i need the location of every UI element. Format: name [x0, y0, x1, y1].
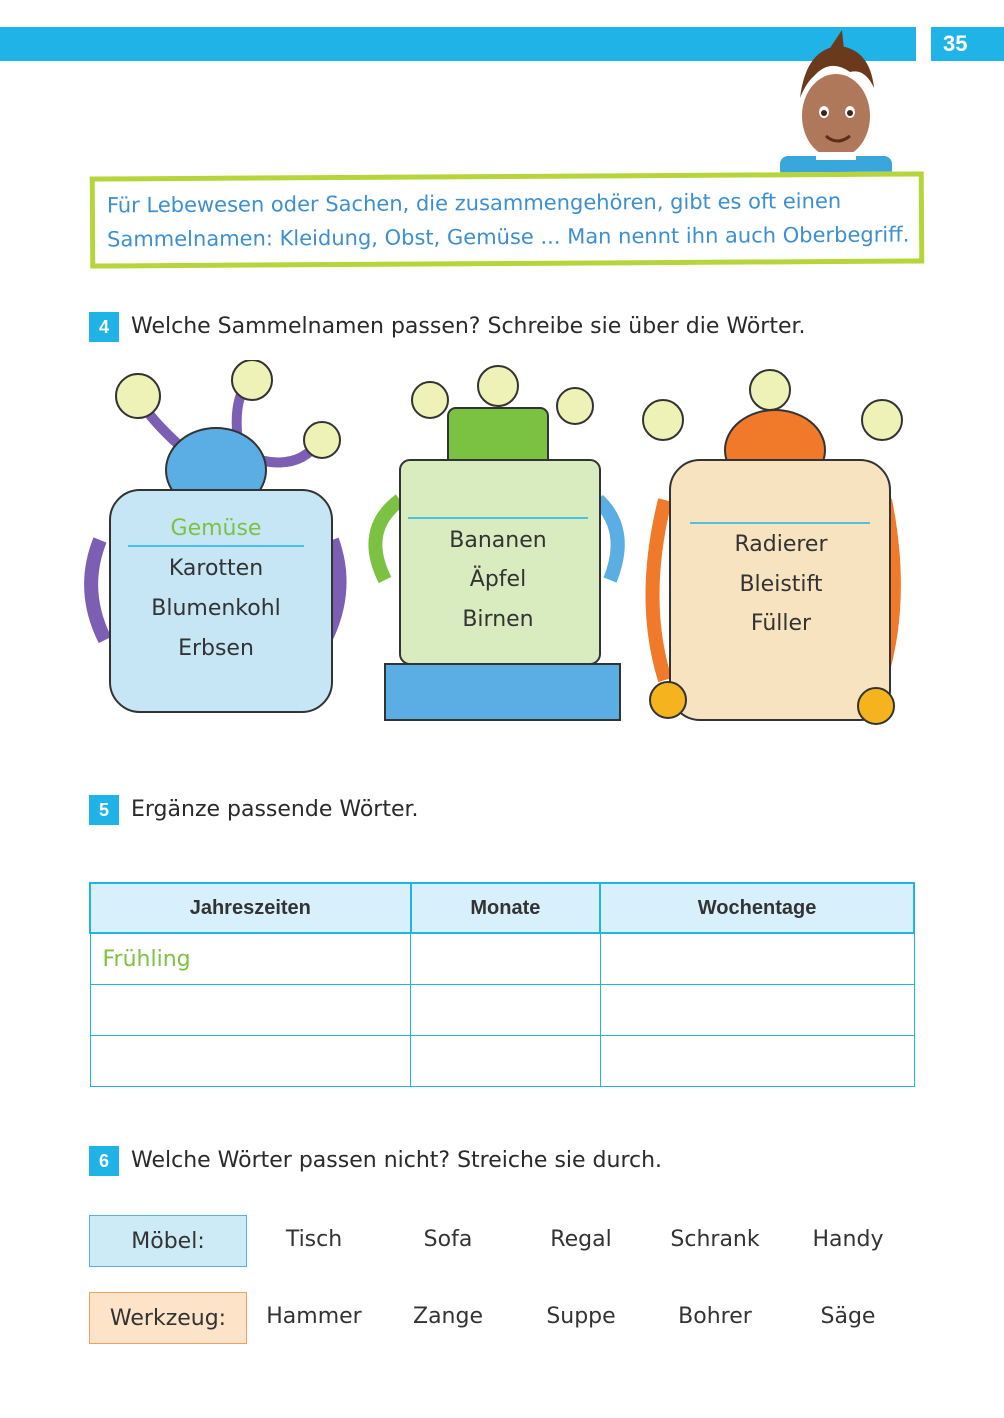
robot-2-word: Bananen	[449, 528, 547, 553]
task-5-instruction: Ergänze passende Wörter.	[131, 797, 419, 822]
robot-1-word: Karotten	[168, 556, 264, 581]
word-item[interactable]: Sofa	[423, 1227, 473, 1252]
robot-2-answer[interactable]	[398, 496, 598, 520]
column-header-jahreszeiten: Jahreszeiten	[90, 883, 411, 933]
word-item[interactable]: Zange	[413, 1304, 483, 1329]
table-row	[90, 933, 914, 985]
info-box	[90, 171, 925, 268]
word-item[interactable]: Handy	[812, 1227, 884, 1252]
task-6-instruction: Welche Wörter passen nicht? Streiche sie durch.	[131, 1148, 663, 1173]
table-cell[interactable]	[90, 985, 411, 1036]
table-cell[interactable]	[600, 985, 914, 1036]
table-cell[interactable]	[600, 933, 914, 985]
robot-1-word: Erbsen	[178, 636, 254, 661]
column-header-monate: Monate	[411, 883, 601, 933]
category-label-werkzeug: Werkzeug:	[89, 1292, 247, 1344]
table-row	[90, 1036, 914, 1087]
robot-3-word: Radierer	[734, 532, 828, 557]
boy-illustration	[770, 28, 900, 178]
robot-3-answer[interactable]	[681, 498, 881, 522]
robot-2-word: Äpfel	[469, 567, 527, 592]
task-4-instruction: Welche Sammelnamen passen? Schreibe sie über die Wörter.	[131, 314, 806, 339]
table-row	[90, 985, 914, 1036]
word-item[interactable]: Säge	[820, 1304, 876, 1329]
column-header-wochentage: Wochentage	[600, 883, 914, 933]
word-item[interactable]: Bohrer	[678, 1304, 752, 1329]
word-item[interactable]: Regal	[550, 1227, 612, 1252]
page-title: Mit Sammelnamen ordnen	[365, 4, 639, 29]
category-table	[89, 882, 915, 1087]
table-cell[interactable]	[600, 1036, 914, 1087]
table-header-row	[90, 883, 914, 933]
word-item[interactable]: Hammer	[266, 1304, 362, 1329]
table-cell[interactable]	[90, 1036, 411, 1087]
table-cell[interactable]	[411, 985, 601, 1036]
info-line-1: Für Lebewesen oder Sachen, die zusammengehören, gibt es oft einen	[106, 188, 842, 218]
info-line-2: Sammelnamen: Kleidung, Obst, Gemüse ... Man nennt ihn auch Oberbegriff.	[107, 222, 910, 252]
word-item[interactable]: Schrank	[670, 1227, 760, 1252]
table-cell[interactable]	[411, 933, 601, 985]
robot-3-word: Füller	[750, 611, 812, 636]
robot-1-word: Blumenkohl	[151, 596, 281, 621]
word-item[interactable]: Suppe	[546, 1304, 616, 1329]
word-item[interactable]: Tisch	[285, 1227, 343, 1252]
robot-3-word: Bleistift	[739, 572, 823, 597]
task-4-number: 4	[89, 312, 119, 342]
task-5-number: 5	[89, 795, 119, 825]
robot-1-answer[interactable]: Gemüse	[170, 516, 262, 541]
table-cell[interactable]: Frühling	[90, 933, 411, 985]
page-number: 35	[931, 27, 1004, 61]
robot-2-word: Birnen	[462, 607, 534, 632]
category-label-moebel: Möbel:	[89, 1215, 247, 1267]
table-cell[interactable]	[411, 1036, 601, 1087]
task-6-number: 6	[89, 1146, 119, 1176]
